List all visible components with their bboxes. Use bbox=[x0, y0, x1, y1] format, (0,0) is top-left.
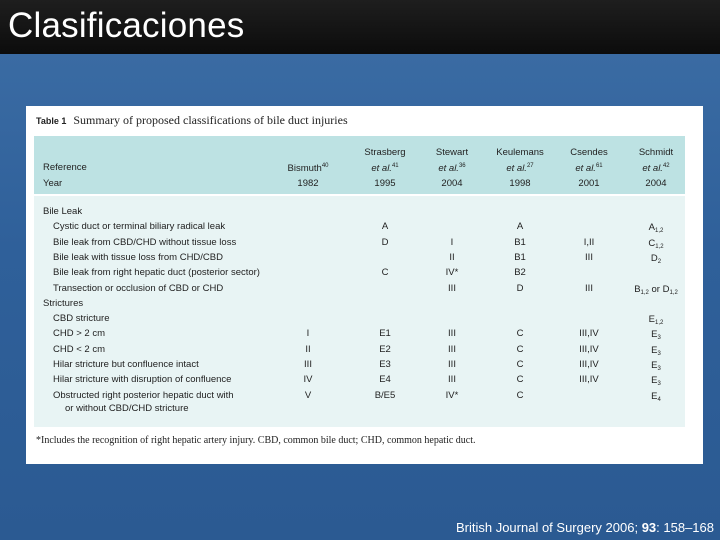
row-label: Obstructed right posterior hepatic duct with bbox=[53, 389, 234, 401]
cell-subscript: 1,2 bbox=[640, 289, 649, 296]
table-cell: E3 bbox=[379, 359, 391, 370]
table-cell: II bbox=[305, 343, 311, 355]
section-label: Strictures bbox=[43, 297, 84, 309]
table-cell: C bbox=[516, 359, 524, 370]
cell-subscript: 1,2 bbox=[655, 228, 664, 235]
column-author: Strasberg bbox=[364, 147, 406, 158]
column-etal: et al. bbox=[642, 163, 663, 174]
table-cell: A bbox=[381, 221, 389, 233]
header-reference-label: Reference bbox=[43, 162, 87, 173]
row-label-continuation: or without CBD/CHD stricture bbox=[65, 402, 189, 414]
column-header-etal bbox=[575, 160, 602, 175]
cell-subscript-alt: 1,2 bbox=[669, 289, 678, 296]
column-year: 2001 bbox=[578, 178, 600, 189]
column-header-etal bbox=[438, 160, 465, 175]
column-year: 1995 bbox=[374, 178, 396, 189]
table-label: Table 1 bbox=[36, 116, 67, 126]
table-caption-text: Summary of proposed classifications of bile duct injuries bbox=[73, 113, 348, 127]
cell-subscript: 1,2 bbox=[655, 320, 664, 327]
column-author: Stewart bbox=[435, 147, 469, 158]
table-cell: IV* bbox=[445, 389, 459, 401]
table-cell: B/E5 bbox=[374, 389, 396, 401]
column-etal: et al. bbox=[506, 163, 527, 174]
cell-value: B bbox=[634, 283, 641, 295]
column-author: Schmidt bbox=[638, 147, 674, 158]
table-footnote: *Includes the recognition of right hepatic artery injury. CBD, common bile duct; CHD, common hepatic duct. bbox=[36, 435, 476, 446]
title-bar bbox=[0, 0, 720, 54]
row-label: Cystic duct or terminal biliary radical leak bbox=[53, 221, 226, 233]
citation bbox=[456, 520, 714, 535]
cell-value: E bbox=[651, 375, 658, 387]
column-etal: et al. bbox=[575, 163, 596, 174]
table-cell: D bbox=[381, 236, 389, 248]
table-cell: IV* bbox=[445, 267, 459, 279]
cell-value: A bbox=[648, 222, 655, 234]
table-cell: III bbox=[448, 282, 456, 294]
citation-journal: British Journal of Surgery 2006; bbox=[455, 520, 642, 535]
row-label: CBD stricture bbox=[53, 313, 110, 325]
table-cell: III bbox=[585, 251, 593, 263]
cell-subscript: 1,2 bbox=[655, 243, 664, 250]
table-card bbox=[26, 106, 703, 464]
table-cell: B2 bbox=[514, 267, 526, 279]
table-cell: III,IV bbox=[579, 374, 599, 386]
column-header-etal bbox=[642, 160, 669, 175]
citation-pages: : 158–168 bbox=[656, 520, 714, 535]
table-cell: B1 bbox=[514, 236, 526, 248]
table-cell: III,IV bbox=[579, 343, 599, 355]
cell-value: E bbox=[648, 314, 655, 326]
table-cell: I,II bbox=[583, 236, 595, 248]
table-cell: III bbox=[448, 343, 456, 355]
classification-table bbox=[34, 136, 685, 427]
cell-subscript: 3 bbox=[657, 381, 661, 388]
column-year: 1982 bbox=[297, 178, 319, 189]
column-header-etal bbox=[371, 160, 398, 175]
table-header bbox=[34, 136, 685, 196]
table-cell: III bbox=[448, 359, 456, 370]
table-cell: III bbox=[304, 359, 312, 370]
citation-volume: 93 bbox=[641, 520, 657, 535]
column-ref-number: 42 bbox=[662, 163, 670, 169]
column-etal: et al. bbox=[438, 163, 459, 174]
cell-value: D bbox=[650, 252, 658, 264]
row-label: Hilar stricture but confluence intact bbox=[53, 359, 199, 370]
column-header-name bbox=[436, 146, 468, 159]
table-cell: IV bbox=[303, 374, 313, 386]
row-label: CHD < 2 cm bbox=[53, 343, 105, 355]
column-ref-number: 41 bbox=[391, 163, 399, 169]
schmidt-cell bbox=[634, 283, 678, 300]
row-label: CHD > 2 cm bbox=[53, 328, 105, 340]
table-cell: III bbox=[448, 328, 456, 340]
table-cell: III,IV bbox=[579, 359, 599, 370]
table-cell: III bbox=[448, 374, 456, 386]
table-cell: V bbox=[304, 389, 312, 401]
table-cell: C bbox=[516, 389, 524, 401]
schmidt-cell bbox=[651, 252, 661, 269]
column-header-name bbox=[496, 146, 544, 159]
row-label: Bile leak from right hepatic duct (posterior sector) bbox=[53, 267, 260, 279]
table-cell: B1 bbox=[514, 251, 526, 263]
table-caption bbox=[36, 113, 348, 128]
cell-subscript: 3 bbox=[657, 366, 661, 372]
header-year-label: Year bbox=[43, 178, 63, 189]
column-header-etal bbox=[506, 160, 533, 175]
table-cell: E1 bbox=[379, 328, 391, 340]
cell-subscript: 3 bbox=[657, 350, 661, 357]
column-ref-number: 27 bbox=[526, 163, 534, 169]
section-label: Bile Leak bbox=[43, 206, 83, 217]
table-cell: A bbox=[516, 221, 524, 233]
column-ref-number: 36 bbox=[458, 163, 466, 169]
table-cell: C bbox=[516, 343, 524, 355]
cell-value-alt: or D bbox=[648, 283, 670, 295]
cell-subscript: 3 bbox=[657, 335, 661, 342]
cell-value: E bbox=[651, 390, 658, 402]
column-ref-number: 61 bbox=[595, 163, 603, 169]
table-cell: E4 bbox=[379, 374, 391, 386]
column-year: 1998 bbox=[509, 178, 531, 189]
table-cell: E2 bbox=[379, 343, 391, 355]
table-cell: C bbox=[516, 328, 524, 340]
column-header-name bbox=[287, 160, 328, 175]
row-label: Bile leak with tissue loss from CHD/CBD bbox=[53, 251, 223, 263]
table-cell: C bbox=[516, 374, 524, 386]
column-etal: et al. bbox=[371, 163, 392, 174]
row-label: Transection or occlusion of CBD or CHD bbox=[53, 282, 224, 294]
cell-value: E bbox=[651, 329, 658, 341]
table-cell: I bbox=[306, 328, 310, 340]
schmidt-cell bbox=[651, 390, 661, 407]
table-cell: C bbox=[381, 267, 389, 279]
table-cell: D bbox=[516, 282, 524, 294]
slide-title: Clasificaciones bbox=[8, 6, 245, 45]
column-header-name bbox=[570, 146, 608, 159]
column-year: 2004 bbox=[645, 178, 667, 189]
row-label: Bile leak from CBD/CHD without tissue loss bbox=[53, 236, 237, 248]
column-ref-number: 40 bbox=[321, 163, 329, 169]
column-author: Bismuth bbox=[287, 163, 322, 174]
column-header-name bbox=[364, 146, 405, 159]
column-author: Keulemans bbox=[496, 147, 544, 158]
column-header-name bbox=[639, 146, 673, 159]
cell-value: E bbox=[651, 360, 658, 371]
cell-subscript: 4 bbox=[657, 396, 661, 403]
cell-value: E bbox=[651, 344, 658, 356]
table-cell: I bbox=[450, 236, 454, 248]
row-label: Hilar stricture with disruption of confluence bbox=[53, 374, 232, 386]
table-cell: II bbox=[449, 251, 455, 263]
column-author: Csendes bbox=[570, 147, 608, 158]
cell-value: C bbox=[648, 237, 656, 249]
table-cell: III bbox=[585, 282, 593, 294]
cell-subscript: 2 bbox=[657, 258, 662, 265]
column-year: 2004 bbox=[441, 178, 463, 189]
table-cell: III,IV bbox=[579, 328, 599, 340]
